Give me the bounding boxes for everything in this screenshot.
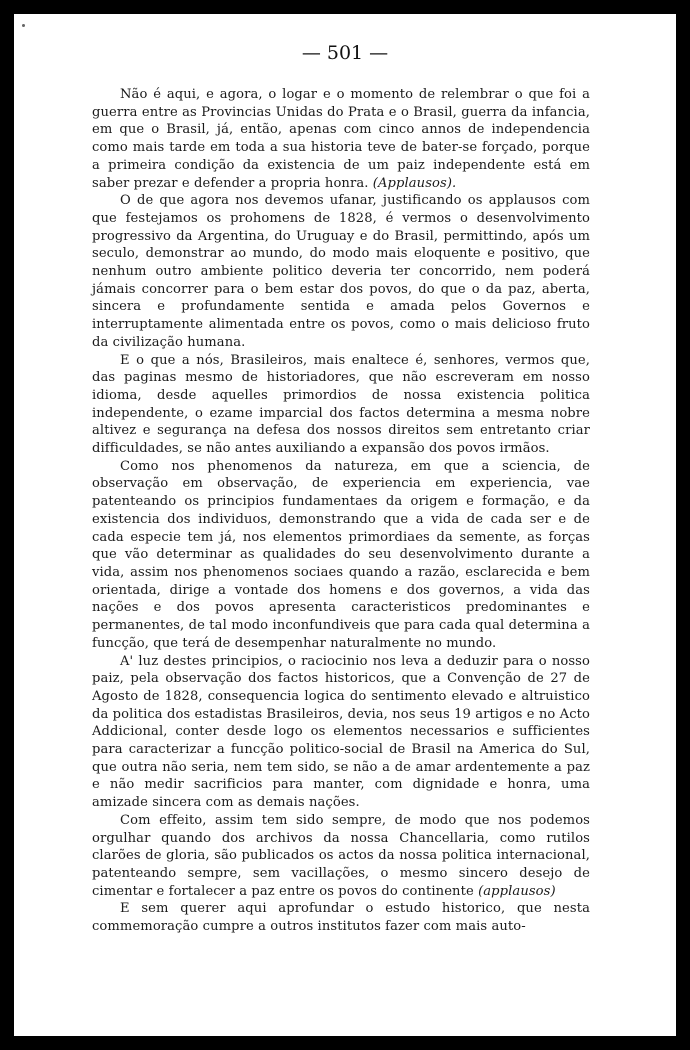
paragraph-text: A' luz destes principios, o raciocinio nos leva a deduzir para o nosso paiz, pela observação dos factos historicos, que a Convenção de 27 de Agosto de 1828, consequencia logica do sentimento elevado e altruistico da politica dos estadistas Brasileiros, devia, nos seus 19 artigos e no Acto Addicional, conter desde logo os elementos necessarios e sufficientes para caracterizar a funcção politico-social de Brasil na America do Sul, que outra não seria, nem tem sido, se não a de amar ardentemente a paz e não medir sacrificios para manter, com dignidade e honra, uma amizade sincera com as demais nações. xyxy=(92,653,590,811)
applause-note: (applausos) xyxy=(478,883,556,899)
scan-speck xyxy=(22,24,25,27)
paragraph-text: Como nos phenomenos da natureza, em que a sciencia, de observação em observação, de experiencia em experiencia, vae patenteando os principios fundamentaes da origem e formação, e da existencia dos individuos, demonstrando que a vida de cada ser e de cada especie tem já, nos elementos primordiaes da semente, as forças que vão determinar as qualidades do seu desenvolvimento durante a vida, assim nos phenomenos sociaes quando a razão, esclarecida e bem orientada, dirige a vontade dos homens e dos governos, a vida das nações e dos povos apresenta caracteristicos predominantes e permanentes, de tal modo inconfundiveis que para cada qual determina a funcção, que terá de desempenhar naturalmente no mundo. xyxy=(92,458,590,651)
paragraph-1 xyxy=(92,86,590,192)
document-body xyxy=(92,86,590,936)
paragraph-text: Não é aqui, e agora, o logar e o momento de relembrar o que foi a guerra entre as Provincias Unidas do Prata e o Brasil, guerra da infancia, em que o Brasil, já, então, apenas com cinco annos de independencia como mais tarde em toda a sua historia teve de bater-se forçado, porque a primeira condição da existencia de um paiz independente está em saber prezar e defender a propria honra. xyxy=(92,87,590,191)
paragraph-text: E o que a nós, Brasileiros, mais enaltece é, senhores, vermos que, das paginas mesmo de historiadores, que não escreveram em nosso idioma, desde aquelles primordios de nossa existencia politica independente, o ezame imparcial dos factos determina a mesma nobre altivez e segurança na defesa dos nossos direitos sem entretanto criar difficuldades, se não antes auxiliando a expansão dos povos irmãos. xyxy=(92,352,590,457)
paragraph-7 xyxy=(92,900,590,935)
applause-note: (Applausos). xyxy=(372,175,457,191)
paragraph-2 xyxy=(92,192,590,351)
paragraph-5 xyxy=(92,653,590,812)
paragraph-text: E sem querer aqui aprofundar o estudo historico, que nesta commemoração cumpre a outros institutos fazer com mais auto- xyxy=(92,901,590,935)
paragraph-3 xyxy=(92,352,590,458)
paragraph-text: Com effeito, assim tem sido sempre, de modo que nos podemos orgulhar quando dos archivos da nossa Chancellaria, como rutilos clarões de gloria, são publicados os actos da nossa politica internacional, patenteando sempre, sem vacillações, o mesmo sincero desejo de cimentar e fortalecer a paz entre os povos do continente xyxy=(92,812,590,899)
paragraph-4 xyxy=(92,458,590,653)
paragraph-6 xyxy=(92,812,590,901)
page-number: — 501 — xyxy=(301,42,389,64)
paragraph-text: O de que agora nos devemos ufanar, justificando os applausos com que festejamos os prohomens de 1828, é vermos o desenvolvimento progressivo da Argentina, do Uruguay e do Brasil, permittindo, após um seculo, demonstrar ao mundo, do modo mais eloquente e positivo, que nenhum outro ambiente politico deveria ter concorrido, nem poderá jámais concorrer para o bem estar dos povos, do que o da paz, aberta, sincera e profundamente sentida e amada pelos Governos e interruptamente alimentada entre os povos, como o mais delicioso fruto da civilização humana. xyxy=(92,193,590,350)
